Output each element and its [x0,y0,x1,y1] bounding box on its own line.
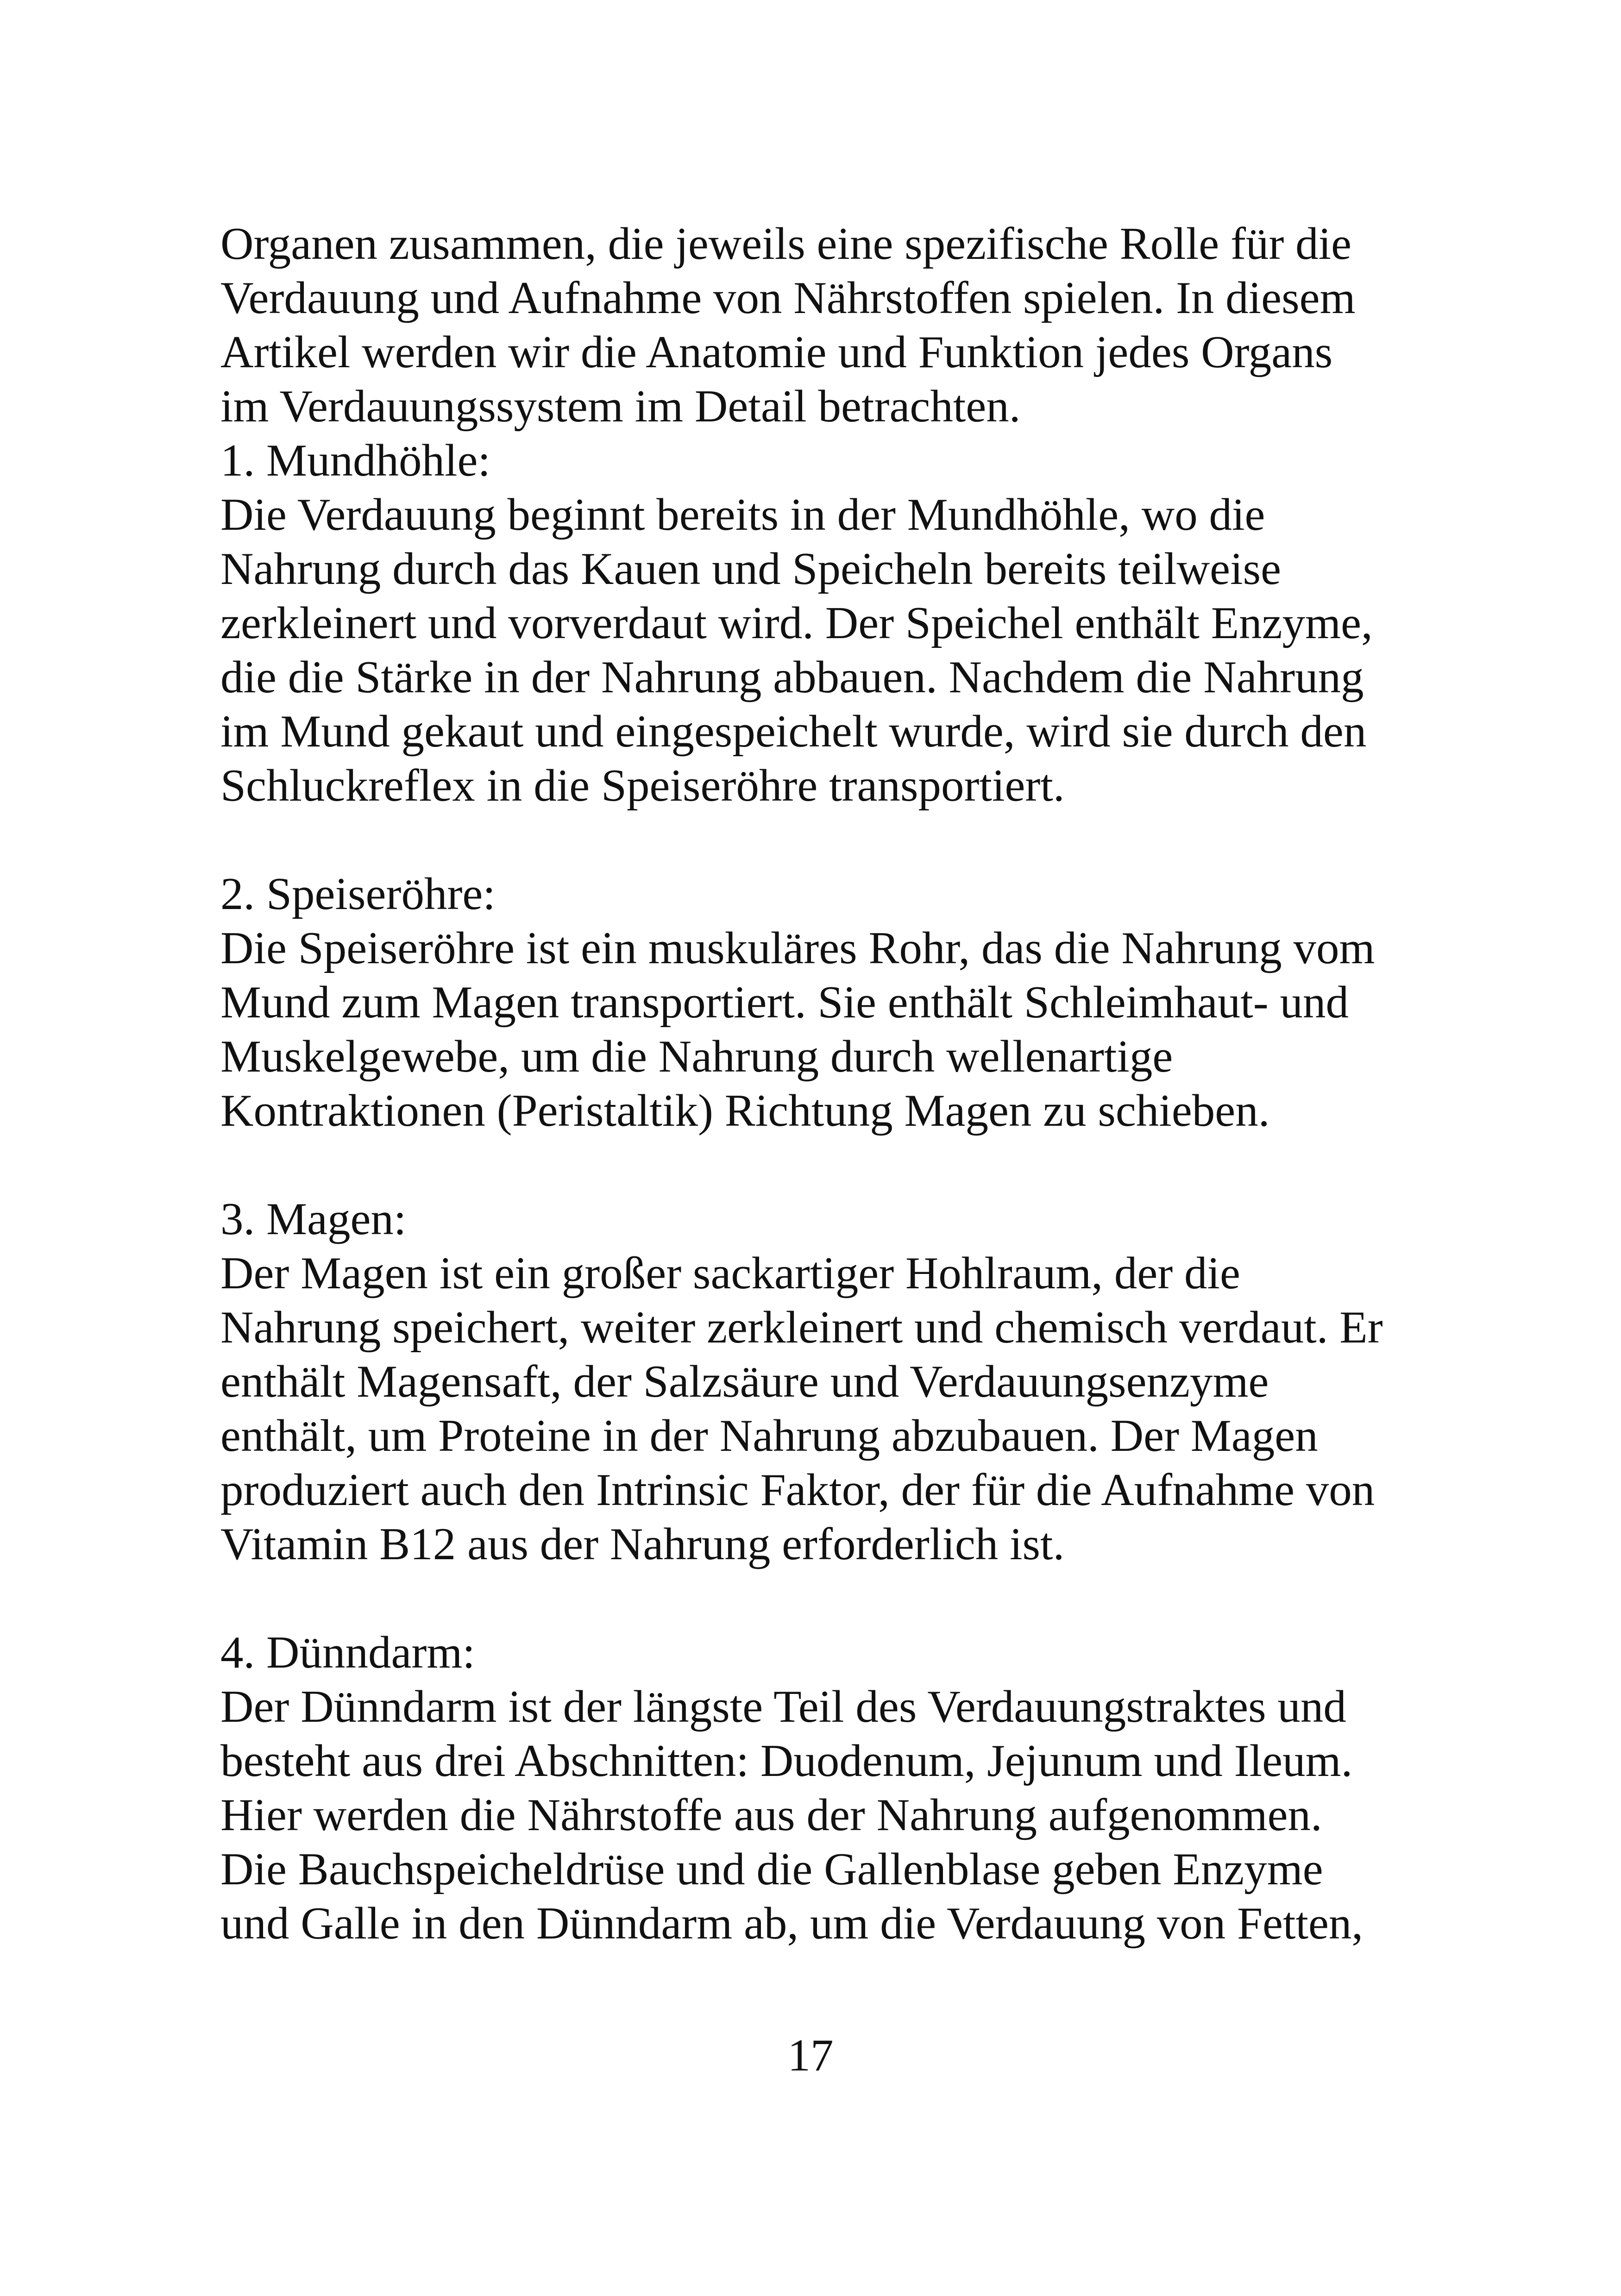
paragraph-line: Nahrung durch das Kauen und Speicheln bereits teilweise [220,544,1282,594]
paragraph-line: Muskelgewebe, um die Nahrung durch wellenartige [220,1031,1173,1082]
intro-line: Organen zusammen, die jeweils eine spezifische Rolle für die [220,219,1352,269]
paragraph-line: Nahrung speichert, weiter zerkleinert und chemisch verdaut. Er [220,1302,1383,1353]
paragraph-gap [220,1138,1471,1192]
page-number: 17 [787,2030,834,2081]
paragraph-line: Kontraktionen (Peristaltik) Richtung Magen zu schieben. [220,1085,1270,1136]
paragraph-line: zerkleinert und vorverdaut wird. Der Speichel enthält Enzyme, [220,598,1373,648]
section-heading-magen: 3. Magen: [220,1194,407,1244]
paragraph-line: Die Bauchspeicheldrüse und die Gallenblase geben Enzyme [220,1844,1323,1895]
intro-line: Artikel werden wir die Anatomie und Funktion jedes Organs [220,327,1333,377]
paragraph-line: Vitamin B12 aus der Nahrung erforderlich ist. [220,1519,1065,1569]
paragraph-line: Der Magen ist ein großer sackartiger Hohlraum, der die [220,1248,1240,1299]
paragraph-line: Schluckreflex in die Speiseröhre transportiert. [220,760,1065,811]
paragraph-line: und Galle in den Dünndarm ab, um die Verdauung von Fetten, [220,1898,1363,1949]
section-heading-speiseroehre: 2. Speiseröhre: [220,869,496,919]
paragraph-line: Die Speiseröhre ist ein muskuläres Rohr, das die Nahrung vom [220,923,1375,973]
paragraph-gap [220,1571,1471,1625]
paragraph-line: enthält, um Proteine in der Nahrung abzubauen. Der Magen [220,1411,1318,1461]
paragraph-line: Hier werden die Nährstoffe aus der Nahrung aufgenommen. [220,1790,1322,1840]
section-heading-duenndarm: 4. Dünndarm: [220,1627,475,1678]
paragraph-line: die die Stärke in der Nahrung abbauen. Nachdem die Nahrung [220,652,1364,703]
paragraph-line: enthält Magensaft, der Salzsäure und Verdauungsenzyme [220,1356,1269,1407]
paragraph-line: Mund zum Magen transportiert. Sie enthält Schleimhaut- und [220,977,1349,1028]
paragraph-line: produziert auch den Intrinsic Faktor, der für die Aufnahme von [220,1465,1375,1515]
paragraph-line: besteht aus drei Abschnitten: Duodenum, Jejunum und Ileum. [220,1736,1353,1786]
intro-line: Verdauung und Aufnahme von Nährstoffen spielen. In diesem [220,273,1356,323]
body-text [220,217,1471,1951]
intro-line: im Verdauungssystem im Detail betrachten. [220,381,1021,432]
paragraph-line: Der Dünndarm ist der längste Teil des Verdauungstraktes und [220,1681,1346,1732]
paragraph-gap [220,813,1471,867]
paragraph-line: Die Verdauung beginnt bereits in der Mundhöhle, wo die [220,489,1265,540]
section-heading-mundhoehle: 1. Mundhöhle: [220,435,490,486]
paragraph-line: im Mund gekaut und eingespeichelt wurde, wird sie durch den [220,706,1367,757]
